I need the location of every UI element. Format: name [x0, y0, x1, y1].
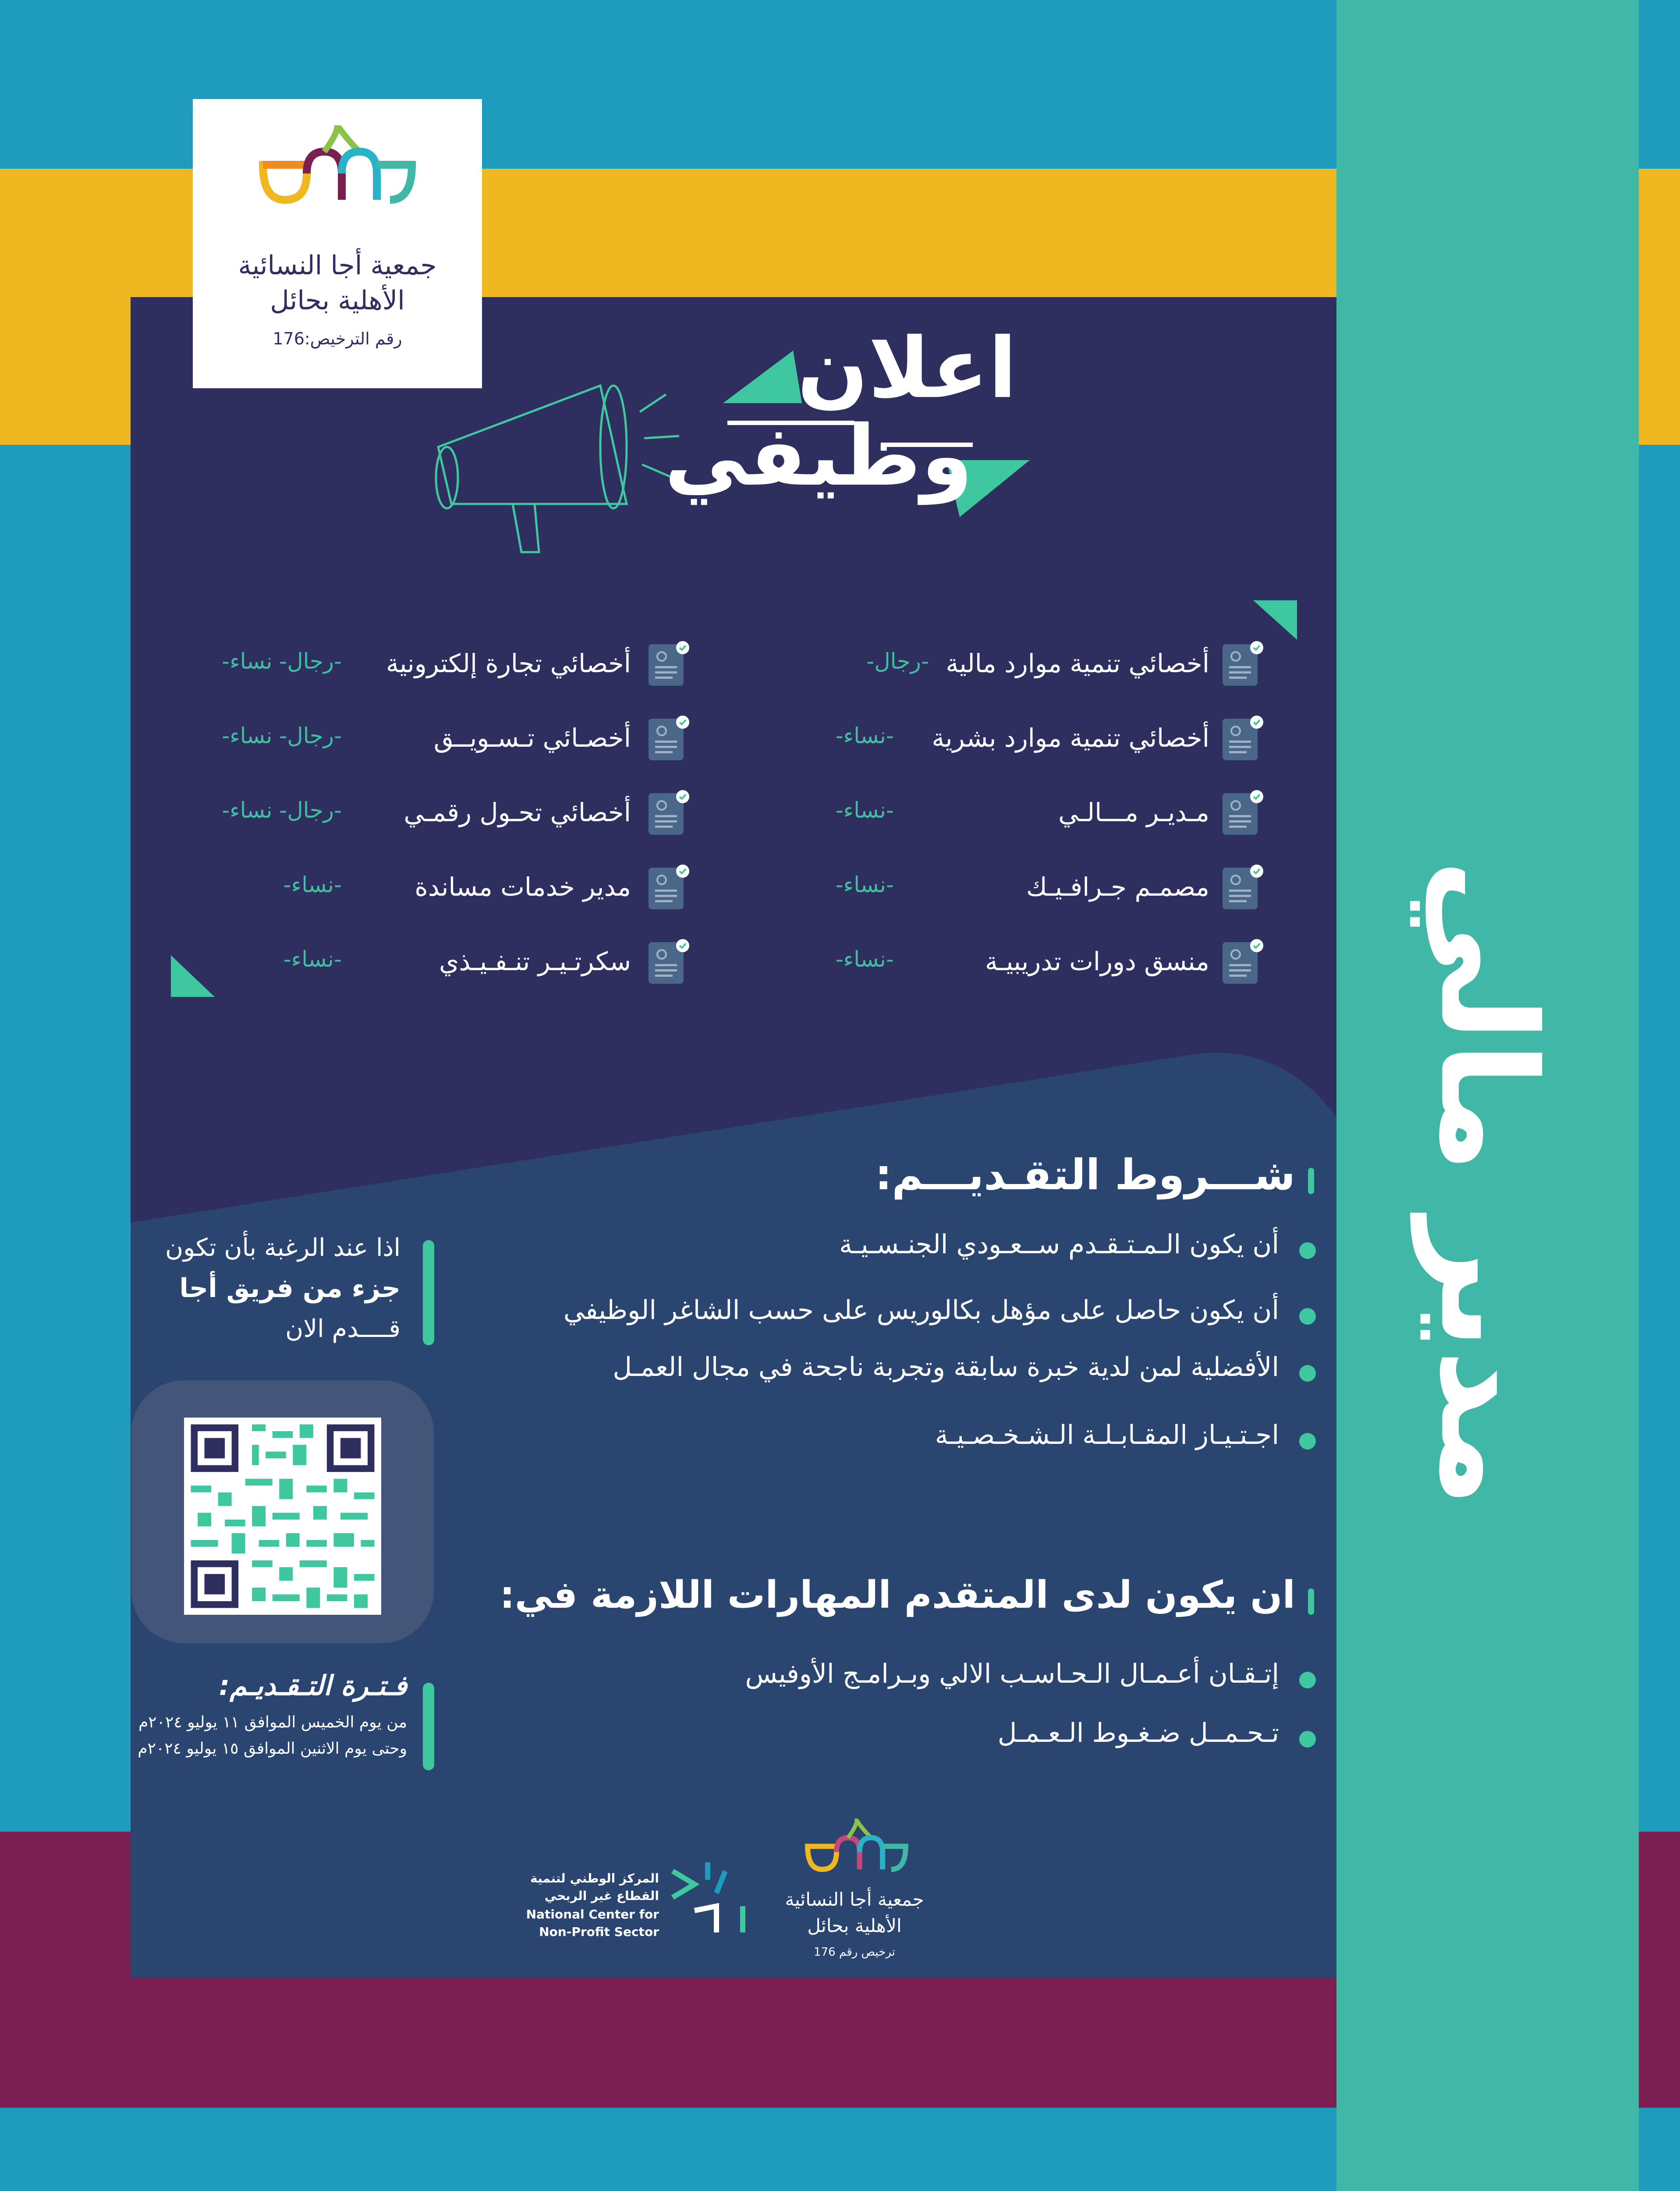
job-gender: -نساء-	[835, 947, 894, 972]
resume-icon	[644, 640, 692, 688]
period-line1: من يوم الخميس الموافق ١١ يوليو ٢٠٢٤م	[138, 1713, 407, 1731]
resume-icon	[1218, 863, 1266, 911]
condition-item: أن يكون حاصل على مؤهل بكالوريس على حسب الشاغر الوظيفي	[563, 1295, 1279, 1326]
job-gender: -رجال- نساء-	[222, 798, 342, 823]
job-item	[167, 635, 701, 692]
condition-item: الأفضلية لمن لدية خبرة سابقة وتجربة ناجحة في مجال العمـل	[613, 1352, 1279, 1383]
join-line1: اذا عند الرغبة بأن تكون	[165, 1234, 401, 1262]
aja-footer-license: ترخيص رقم 176	[814, 1946, 895, 1959]
job-gender: -نساء-	[835, 798, 894, 823]
resume-icon	[644, 938, 692, 986]
bullet	[1299, 1731, 1316, 1748]
conditions-heading: شـــروط التقـديـــم:	[875, 1150, 1295, 1199]
condition-item: اجـتـيـاز المقـابـلـة الـشـخـصـيـة	[935, 1420, 1279, 1450]
announcement-line1: اعلان	[797, 320, 1017, 417]
job-item	[789, 859, 1279, 916]
job-gender: -رجال- نساء-	[222, 723, 342, 748]
job-title: أخصائي تنمية موارد مالية	[946, 649, 1209, 678]
job-item	[167, 784, 701, 841]
logo-name-line2: الأهلية بحائل	[270, 285, 405, 316]
conditions-heading-bar	[1308, 1168, 1314, 1194]
bullet	[1299, 1672, 1316, 1688]
job-title: منسق دورات تدريبيـة	[985, 947, 1209, 976]
condition-item: أن يكون الـمـتـقـدم ســعـودي الجنـسـيـة	[839, 1229, 1279, 1260]
aja-footer-line1: جمعية أجا النسائية	[785, 1889, 924, 1910]
job-item	[789, 710, 1279, 767]
job-item	[167, 859, 701, 916]
period-line2: وحتى يوم الاثنين الموافق ١٥ يوليو ٢٠٢٤م	[138, 1740, 407, 1758]
resume-icon	[644, 863, 692, 911]
job-gender: -نساء-	[283, 872, 342, 897]
resume-icon	[1218, 789, 1266, 837]
bullet	[1299, 1365, 1316, 1382]
resume-icon	[1218, 938, 1266, 986]
logo-name-line1: جمعية أجا النسائية	[238, 250, 437, 281]
job-gender: -نساء-	[283, 947, 342, 972]
job-title: سكرتـيـر تنـفـيـذي	[439, 947, 631, 976]
skills-heading: ان يكون لدى المتقدم المهارات اللازمة في:	[500, 1573, 1295, 1617]
side-title-text: مدير مالي	[1411, 859, 1564, 1507]
job-title: مدير خدمات مساندة	[415, 872, 631, 902]
join-line3: قــــدم الان	[285, 1315, 401, 1343]
period-heading: فـتـرة التـقـديـم:	[219, 1670, 407, 1702]
bullet	[1299, 1308, 1316, 1325]
logo-license: رقم الترخيص:176	[273, 329, 402, 348]
job-title: أخصائي تحـول رقمـي	[404, 798, 631, 827]
bullet	[1299, 1242, 1316, 1259]
megaphone-icon	[434, 359, 688, 561]
job-title: مـديـر مـــالـي	[1058, 798, 1209, 827]
job-item	[167, 933, 701, 990]
job-gender: -رجال-	[866, 649, 929, 674]
job-title: أخصائي تجارة إلكترونية	[386, 649, 631, 678]
side-title	[1336, 526, 1639, 1840]
skills-heading-bar	[1308, 1588, 1314, 1615]
job-title: أخصائي تنمية موارد بشرية	[932, 723, 1209, 753]
aja-logo-icon	[254, 125, 421, 213]
job-gender: -نساء-	[835, 723, 894, 748]
ncnp-logo-icon	[668, 1854, 756, 1941]
resume-icon	[1218, 640, 1266, 688]
resume-icon	[644, 714, 692, 762]
qr-code[interactable]	[184, 1418, 381, 1615]
ncnp-ar-line2: القطاع غير الربحي	[544, 1889, 659, 1903]
job-gender: -رجال- نساء-	[222, 649, 342, 674]
ncnp-en-line1: National Center for	[526, 1907, 659, 1922]
aja-footer-line2: الأهلية بحائل	[807, 1915, 902, 1936]
join-bar	[423, 1240, 434, 1345]
skill-item: إتـقـان أعـمـال الـحـاسـب الالي وبـرامـج الأوفيس	[745, 1659, 1279, 1689]
job-title: مصمـم جـرافـيـك	[1026, 872, 1209, 902]
job-item	[167, 710, 701, 767]
aja-footer-logo-icon	[802, 1819, 911, 1880]
ncnp-ar-line1: المركز الوطني لتنمية	[530, 1871, 659, 1886]
bullet	[1299, 1433, 1316, 1450]
join-line2: جزء من فريق أجا	[179, 1273, 401, 1304]
announcement-line2: وظيفي	[664, 408, 973, 504]
resume-icon	[644, 789, 692, 837]
qr-code-icon	[184, 1418, 381, 1615]
job-item	[789, 635, 1279, 692]
skill-item: تـحـمــل ضـغـوط الـعـمـل	[997, 1718, 1279, 1748]
ncnp-en-line2: Non-Profit Sector	[539, 1925, 659, 1939]
period-bar	[423, 1683, 434, 1770]
resume-icon	[1218, 714, 1266, 762]
job-item	[789, 784, 1279, 841]
job-gender: -نساء-	[835, 872, 894, 897]
job-item	[789, 933, 1279, 990]
logo-box	[193, 99, 482, 388]
job-title: أخصـائي تـسـويــق	[433, 723, 631, 753]
